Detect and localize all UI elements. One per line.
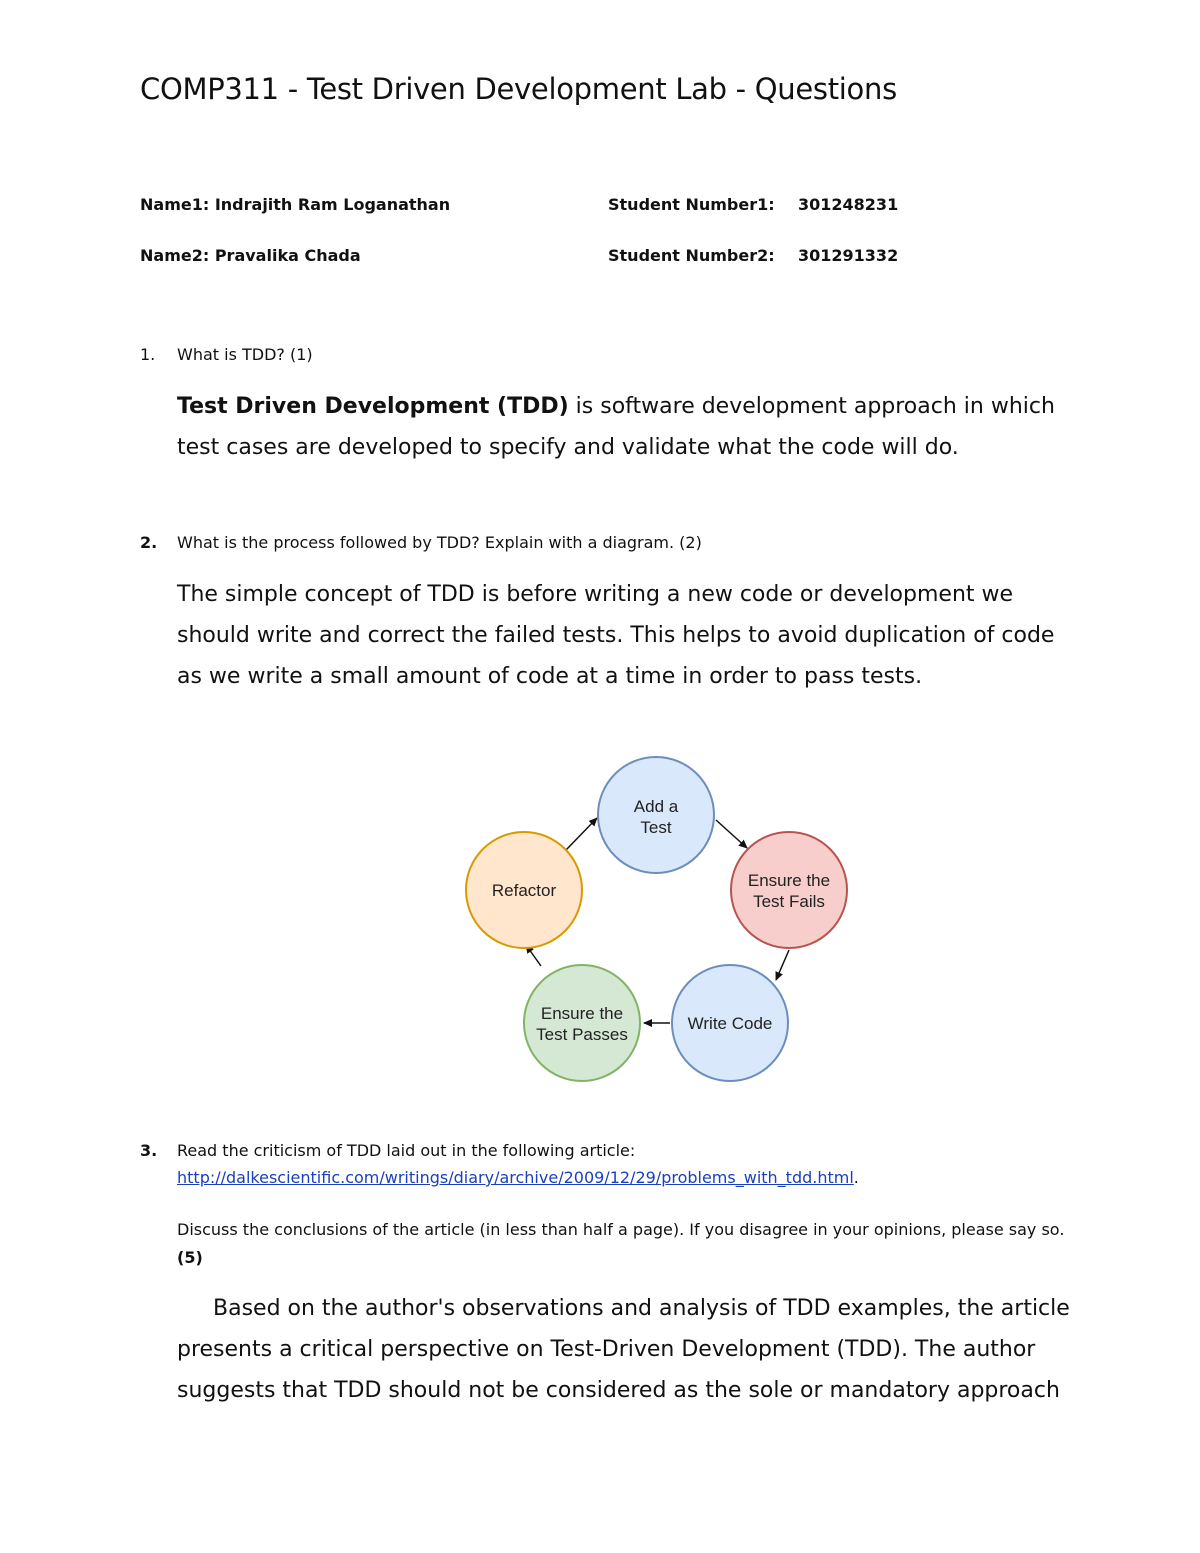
- question3-answer-line3: suggests that TDD should not be considered as the sole or mandatory approach: [177, 1378, 1060, 1403]
- question3-discuss: Discuss the conclusions of the article (in less than half a page). If you disagree in your opinions, please say so.: [177, 1220, 1065, 1239]
- question3-text: Read the criticism of TDD laid out in the following article:: [177, 1141, 636, 1160]
- node-write-line1: Write Code: [687, 1014, 773, 1033]
- node-add-line1: Add a: [633, 797, 679, 816]
- student-number2-value: 301291332: [798, 246, 899, 265]
- name1-value: Indrajith Ram Loganathan: [214, 195, 451, 214]
- question1-answer-line1: [177, 386, 1055, 427]
- tdd-term: Test Driven Development (TDD): [177, 394, 569, 419]
- question3-number: 3.: [140, 1141, 158, 1160]
- node-add-a-test: [598, 757, 714, 873]
- name2-value: Pravalika Chada: [214, 246, 361, 265]
- question2-answer-line2: should write and correct the failed tests. This helps to avoid duplication of code: [177, 623, 1055, 648]
- name1-label: Name1:: [140, 195, 210, 214]
- node-write-code: [672, 965, 788, 1081]
- question2-answer-line3: as we write a small amount of code at a time in order to pass tests.: [177, 664, 923, 689]
- node-pass-line2: Test Passes: [536, 1025, 628, 1044]
- node-refactor-line1: Refactor: [491, 881, 557, 900]
- article-link[interactable]: http://dalkescientific.com/writings/diary/archive/2009/12/29/problems_with_tdd.html: [177, 1168, 854, 1187]
- question2-number: 2.: [140, 533, 158, 552]
- name2-row: [140, 246, 361, 265]
- node-ensure-test-passes: [524, 965, 640, 1081]
- question1-text: What is TDD? (1): [177, 345, 313, 364]
- question3-answer-line1: Based on the author's observations and analysis of TDD examples, the article: [213, 1296, 1070, 1321]
- link-suffix: .: [853, 1168, 859, 1187]
- question3-points: (5): [177, 1248, 203, 1267]
- student-number1-value: 301248231: [798, 195, 899, 214]
- page-title: COMP311 - Test Driven Development Lab - Questions: [140, 72, 897, 106]
- node-fail-line2: Test Fails: [753, 892, 825, 911]
- node-pass-line1: Ensure the: [540, 1004, 624, 1023]
- arrow-add-to-fail: [716, 820, 747, 848]
- question1-number: 1.: [140, 345, 156, 364]
- arrow-fail-to-write: [776, 950, 789, 980]
- question3-answer-line2: presents a critical perspective on Test-Driven Development (TDD). The author: [177, 1337, 1036, 1362]
- node-add-line2: Test: [640, 818, 672, 837]
- node-fail-line1: Ensure the: [747, 871, 831, 890]
- student-number2-label: Student Number2:: [608, 246, 775, 265]
- question2-answer-line1: The simple concept of TDD is before writing a new code or development we: [177, 582, 1014, 607]
- question2-text: What is the process followed by TDD? Explain with a diagram. (2): [177, 533, 702, 552]
- node-ensure-test-fails: [731, 832, 847, 948]
- student-number1-label: Student Number1:: [608, 195, 775, 214]
- node-refactor: [466, 832, 582, 948]
- tdd-cycle-diagram: [440, 740, 880, 1100]
- name1-row: [140, 195, 450, 214]
- arrow-refactor-to-add: [566, 818, 597, 850]
- question1-answer-rest: is software development approach in which: [568, 394, 1055, 419]
- name2-label: Name2:: [140, 246, 210, 265]
- article-link-row: [177, 1168, 859, 1187]
- question1-answer-line2: test cases are developed to specify and validate what the code will do.: [177, 435, 959, 460]
